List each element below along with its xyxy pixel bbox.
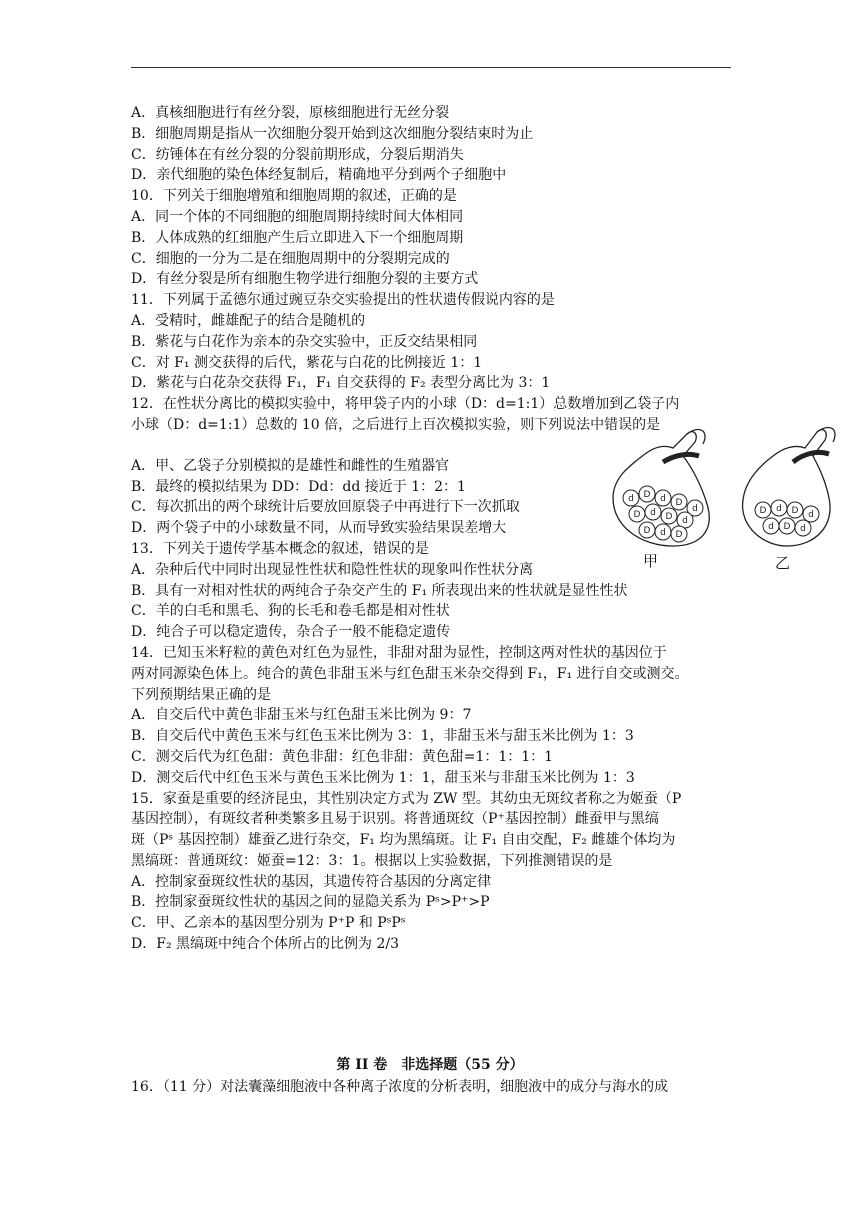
text-line: B．控制家蚕斑纹性状的基因之间的显隐关系为 Pˢ>P⁺>P — [131, 894, 490, 911]
text-line: B．最终的模拟结果为 DD：Dd：dd 接近于 1：2：1 — [131, 478, 466, 495]
svg-text:d: d — [628, 494, 634, 504]
svg-text:d: d — [808, 510, 814, 520]
text-line: B．细胞周期是指从一次细胞分裂开始到这次细胞分裂结束时为止 — [131, 125, 534, 142]
text-line: D．两个袋子中的小球数量不同，从而导致实验结果误差增大 — [131, 520, 507, 537]
text-line: C．甲、乙亲本的基因型分别为 P⁺P 和 PˢPˢ — [131, 915, 406, 932]
question-15: 15．家蚕是重要的经济昆虫，其性别决定方式为 ZW 型。其幼虫无斑纹者称之为姬蚕（P — [131, 790, 682, 807]
text-line: 基因控制），有斑纹者种类繁多且易于识别。将普通斑纹（P⁺基因控制）雌蚕甲与黑缟 — [131, 811, 659, 828]
svg-text:d: d — [650, 508, 656, 518]
question-14: 14．已知玉米籽粒的黄色对红色为显性，非甜对甜为显性，控制这两对性状的基因位于 — [131, 644, 667, 661]
bag-jia-balls — [623, 486, 703, 542]
svg-text:D: D — [665, 512, 673, 522]
text-line: A．受精时，雌雄配子的结合是随机的 — [131, 312, 366, 329]
text-line: C．对 F₁ 测交获得的后代，紫花与白花的比例接近 1：1 — [131, 354, 483, 371]
text-line: D．测交后代中红色玉米与黄色玉米比例为 1：1，甜玉米与非甜玉米比例为 1：3 — [131, 769, 635, 786]
text-line: 下列预期结果正确的是 — [131, 686, 271, 703]
svg-text:D: D — [675, 530, 683, 540]
header-rule — [131, 67, 731, 68]
svg-text:d: d — [768, 522, 774, 532]
text-line: A．甲、乙袋子分别模拟的是雄性和雌性的生殖器官 — [131, 457, 450, 474]
svg-text:d: d — [660, 494, 666, 504]
question-10: 10．下列关于细胞增殖和细胞周期的叙述，正确的是 — [131, 188, 457, 205]
question-13: 13．下列关于遗传学基本概念的叙述，错误的是 — [131, 540, 429, 557]
bag-label-jia: 甲 — [643, 552, 659, 570]
svg-text:D: D — [675, 498, 683, 508]
text-line: A．控制家蚕斑纹性状的基因，其遗传符合基因的分离定律 — [131, 873, 492, 890]
svg-text:d: d — [776, 504, 782, 514]
text-line: B．具有一对相对性状的两纯合子杂交产生的 F₁ 所表现出来的性状就是显性性状 — [131, 582, 628, 599]
text-line: A．同一个体的不同细胞的细胞周期持续时间大体相同 — [131, 208, 464, 225]
svg-text:D: D — [791, 506, 799, 516]
text-line: C．纺锤体在有丝分裂的分裂前期形成，分裂后期消失 — [131, 146, 464, 163]
text-line: C．细胞的一分为二是在细胞周期中的分裂期完成的 — [131, 250, 450, 267]
bag-yi-balls — [755, 500, 819, 536]
svg-text:d: d — [692, 504, 698, 514]
bags-figure — [603, 418, 843, 578]
svg-text:d: d — [660, 528, 666, 538]
question-16: 16．（11 分）对法囊藻细胞液中各种离子浓度的分析表明，细胞液中的成分与海水的成 — [131, 1079, 669, 1095]
text-line: D．F₂ 黑缟斑中纯合个体所占的比例为 2/3 — [131, 936, 399, 953]
svg-text:D: D — [759, 506, 767, 516]
text-line: D．有丝分裂是所有细胞生物学进行细胞分裂的主要方式 — [131, 271, 479, 288]
text-line: D．纯合子可以稳定遗传，杂合子一般不能稳定遗传 — [131, 624, 451, 641]
svg-text:D: D — [783, 522, 791, 532]
text-line: C．测交后代为红色甜：黄色非甜：红色非甜：黄色甜=1：1：1：1 — [131, 748, 554, 765]
text-line: 两对同源染色体上。纯合的黄色非甜玉米与红色甜玉米杂交得到 F₁，F₁ 进行自交或测交。 — [131, 665, 689, 682]
svg-text:d: d — [682, 516, 688, 526]
text-line: D．亲代细胞的染色体经复制后，精确地平分到两个子细胞中 — [131, 167, 507, 184]
question-12: 12．在性状分离比的模拟实验中，将甲袋子内的小球（D：d=1:1）总数增加到乙袋子内 — [131, 396, 680, 413]
svg-text:D: D — [633, 510, 641, 520]
text-line: A．杂种后代中同时出现显性性状和隐性性状的现象叫作性状分离 — [131, 561, 534, 578]
text-line: A．自交后代中黄色非甜玉米与红色甜玉米比例为 9：7 — [131, 707, 472, 724]
text-line: B．人体成熟的红细胞产生后立即进入下一个细胞周期 — [131, 229, 464, 246]
section-title: 第 II 卷 非选择题（55 分） — [336, 1057, 524, 1073]
svg-text:D: D — [643, 490, 651, 500]
text-line: 小球（D：d=1:1）总数的 10 倍，之后进行上百次模拟实验，则下列说法中错误的是 — [131, 416, 661, 433]
text-line: C．每次抓出的两个球统计后要放回原袋子中再进行下一次抓取 — [131, 499, 520, 516]
question-11: 11．下列属于孟德尔通过豌豆杂交实验提出的性状遗传假说内容的是 — [131, 292, 555, 309]
text-line: B．紫花与白花作为亲本的杂交实验中，正反交结果相同 — [131, 333, 478, 350]
bag-label-yi: 乙 — [775, 554, 791, 572]
text-line: 黑缟斑：普通斑纹：姬蚕=12：3：1。根据以上实验数据，下列推测错误的是 — [131, 852, 613, 869]
svg-text:d: d — [800, 524, 806, 534]
svg-text:D: D — [643, 526, 651, 536]
text-line: B．自交后代中黄色玉米与红色玉米比例为 3：1，非甜玉米与甜玉米比例为 1：3 — [131, 728, 634, 745]
bags-illustration — [603, 418, 843, 578]
text-line: D．紫花与白花杂交获得 F₁，F₁ 自交获得的 F₂ 表型分离比为 3：1 — [131, 375, 551, 392]
text-line: A．真核细胞进行有丝分裂，原核细胞进行无丝分裂 — [131, 105, 450, 121]
text-line: 斑（Pˢ 基因控制）雄蚕乙进行杂交，F₁ 均为黑缟斑。让 F₁ 自由交配，F₂ 雌雄个体均为 — [131, 832, 676, 849]
text-line: C．羊的白毛和黑毛、狗的长毛和卷毛都是相对性状 — [131, 603, 450, 620]
